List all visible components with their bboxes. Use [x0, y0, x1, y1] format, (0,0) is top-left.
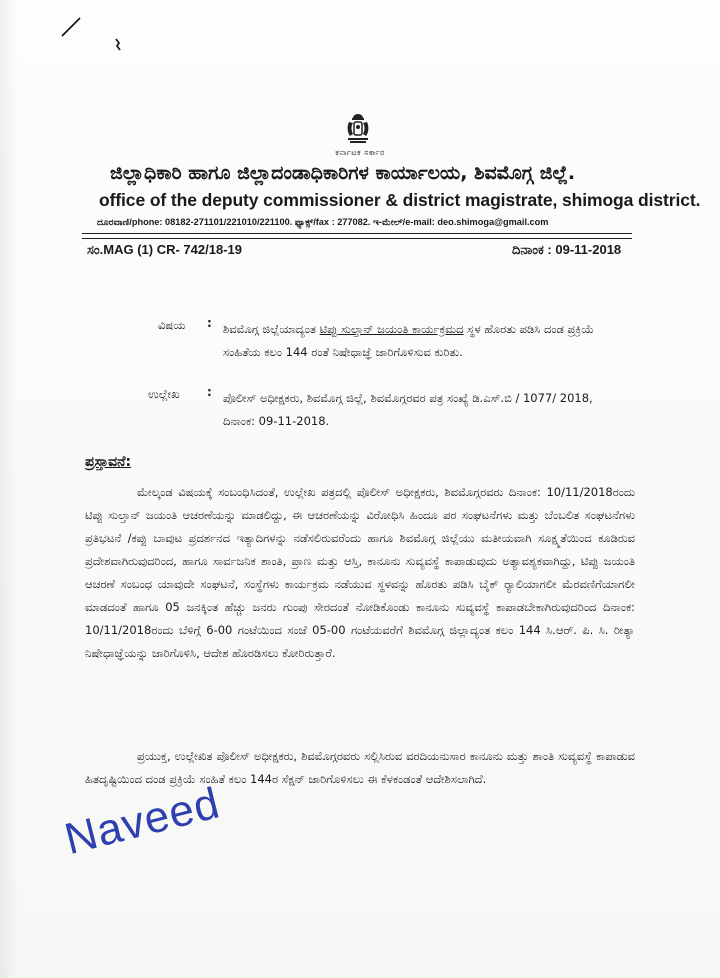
subject-label: ವಿಷಯ: [158, 318, 186, 332]
government-label: ಕರ್ನಾಟಕ ಸರ್ಕಾರ: [335, 148, 385, 157]
reference-number: ಸಂ.MAG (1) CR- 742/18-19: [87, 242, 242, 257]
scan-edge-shadow: [0, 0, 18, 978]
office-title-kannada: ಜಿಲ್ಲಾಧಿಕಾರಿ ಹಾಗೂ ಜಿಲ್ಲಾದಂಡಾಧಿಕಾರಿಗಳ ಕಾರ್ಯಾಲಯ, ಶಿವಮೊಗ್ಗ ಜಿಲ್ಲೆ.: [110, 162, 576, 184]
contact-details: ದೂರವಾಣಿ/phone: 08182-271101/221010/221100. ಫ್ಯಾಕ್ಸ್/fax : 277082. ಇ-ಮೇಲ್/e-mail: deo.shimoga@gmail.com: [97, 217, 549, 227]
subject-text-part1: ಶಿವಮೊಗ್ಗ ಜಿಲ್ಲೆಯಾದ್ಯಂತ: [223, 322, 320, 336]
order-paragraph: [85, 745, 635, 791]
letter-date: ದಿನಾಂಕ : 09-11-2018: [512, 242, 622, 257]
header-divider-thin: [82, 238, 632, 239]
subject-text: [223, 318, 595, 364]
karnataka-emblem-icon: [341, 112, 375, 146]
reference-colon: :: [207, 385, 212, 399]
subject-colon: :: [207, 316, 212, 330]
pen-stroke-mark: [60, 16, 82, 38]
paragraph-2-text: ಪ್ರಯುಕ್ತ, ಉಲ್ಲೇಖಿತ ಪೊಲೀಸ್ ಅಧೀಕ್ಷಕರು, ಶಿವಮೊಗ್ಗರವರು ಸಲ್ಲಿಸಿರುವ ವರದಿಯನುಸಾರ ಕಾನೂನು ಮತ್ತು ಶಾಂತಿ ಸುವ್ಯವಸ್ಥೆ ಕಾಪಾಡುವ ಹಿತದೃಷ್ಟಿಯಿಂದ ದಂಡ ಪ್ರಕ್ರಿಯೆ ಸಂಹಿತೆ ಕಲಂ 144ರ ಸೆಕ್ಷನ್ ಜಾರಿಗೊಳಿಸಲು ಈ ಕೆಳಕಂಡಂತೆ ಆದೇಶಿಸಲಾಗಿದೆ.: [85, 749, 635, 786]
preamble-paragraph: [85, 481, 635, 665]
subject-text-part2: ಸ್ಥಳ ಹೊರತು ಪಡಿಸಿ ದಂಡ ಪ್ರಕ್ರಿಯೆ ಸಂಹಿತೆಯ ಕಲಂ 144 ರಂತೆ ನಿಷೇಧಾಜ್ಞೆ ಜಾರಿಗೊಳಿಸುವ ಕುರಿತು.: [223, 322, 594, 359]
header-divider-thick: [82, 233, 632, 234]
reference-text: ಪೊಲೀಸ್ ಅಧೀಕ್ಷಕರು, ಶಿವಮೊಗ್ಗ ಜಿಲ್ಲೆ, ಶಿವಮೊಗ್ಗರವರ ಪತ್ರ ಸಂಖ್ಯೆ ಡಿ.ಎಸ್.ಬಿ / 1077/ 2018, ದಿನಾಂಕ: 09-11-2018.: [223, 391, 593, 428]
preamble-heading: ಪ್ರಸ್ತಾವನೆ:: [85, 454, 132, 470]
reference-label: ಉಲ್ಲೇಖ: [148, 387, 180, 401]
paragraph-1-text: ಮೇಲ್ಕಂಡ ವಿಷಯಕ್ಕೆ ಸಂಬಂಧಿಸಿದಂತೆ, ಉಲ್ಲೇಖ ಪತ್ರದಲ್ಲಿ ಪೊಲೀಸ್ ಅಧೀಕ್ಷಕರು, ಶಿವಮೊಗ್ಗರವರು ದಿನಾಂಕ: 10/11/2018ರಂದು ಟಿಪ್ಪು ಸುಲ್ತಾನ್ ಜಯಂತಿ ಆಚರಣೆಯನ್ನು ಮಾಡಲಿದ್ದು, ಈ ಆಚರಣೆಯನ್ನು ವಿರೋಧಿಸಿ ಹಿಂದೂ ಪರ ಸಂಘಟನೆಗಳು ಮತ್ತು ಬೆಂಬಲಿತ ಸಂಘಟನೆಗಳು ಪ್ರತಿಭಟನೆ /ಕಪ್ಪು ಬಾವುಟ ಪ್ರದರ್ಶನದ ಇತ್ಯಾದಿಗಳನ್ನು ನಡೆಸಲಿರುವರೆಂದು ಹಾಗೂ ಶಿವಮೊಗ್ಗ ಜಿಲ್ಲೆಯು ಮತೀಯವಾಗಿ ಸೂಕ್ಷ್ಮತೆಯಿಂದ ಕೂಡಿರುವ ಪ್ರದೇಶವಾಗಿರುವುದರಿಂದ, ಹಾಗೂ ಸಾರ್ವಜನಿಕ ಶಾಂತಿ, ಪ್ರಾಣ ಮತ್ತು ಆಸ್ತಿ, ಕಾನೂನು ಸುವ್ಯವಸ್ಥೆ ಕಾಪಾಡುವುದು ಅತ್ಯಾವಶ್ಯಕವಾಗಿದ್ದು, ಟಿಪ್ಪು ಜಯಂತಿ ಆಚರಣೆ ಸಂಬಂಧ ಯಾವುದೇ ಸಂಘಟನೆ, ಸಂಸ್ಥೆಗಳು ಕಾರ್ಯಕ್ರಮ ನಡೆಯುವ ಸ್ಥಳವನ್ನು ಹೊರತು ಪಡಿಸಿ ಬೈಕ್ ರ್‍ಯಾಲಿಯಾಗಲೀ ಮೆರವಣಿಗೆಯಾಗಲೀ ಮಾಡದಂತೆ ಹಾಗೂ 05 ಜನಕ್ಕಿಂತ ಹೆಚ್ಚು ಜನರು ಗುಂಪು ಸೇರದಂತೆ ನೋಡಿಕೊಂಡು ಕಾನೂನು ಸುವ್ಯವಸ್ಥೆ ಕಾಪಾಡಬೇಕಾಗಿರುವುದರಿಂದ ದಿನಾಂಕ: 10/11/2018ರಂದು ಬೆಳಿಗ್ಗೆ 6-00 ಗಂಟೆಯಿಂದ ಸಂಜೆ 05-00 ಗಂಟೆಯವರೆಗೆ ಶಿವಮೊಗ್ಗ ಜಿಲ್ಲಾದ್ಯಂತ ಕಲಂ 144 ಸಿ.ಆರ್. ಪಿ. ಸಿ. ರೀತ್ಯಾ ನಿಷೇಧಾಜ್ಞೆಯನ್ನು ಜಾರಿಗೊಳಿಸಿ, ಆದೇಶ ಹೊರಡಿಸಲು ಕೋರಿರುತ್ತಾರೆ.: [85, 485, 635, 660]
handwritten-signature: Naveed: [59, 778, 225, 865]
office-title-english: office of the deputy commissioner & district magistrate, shimoga district.: [99, 190, 701, 210]
subject-text-underlined: ಟಿಪ್ಪು ಸುಲ್ತಾನ್ ಜಯಂತಿ ಕಾರ್ಯಕ್ರಮದ: [319, 322, 464, 336]
ink-speck: [113, 38, 123, 52]
